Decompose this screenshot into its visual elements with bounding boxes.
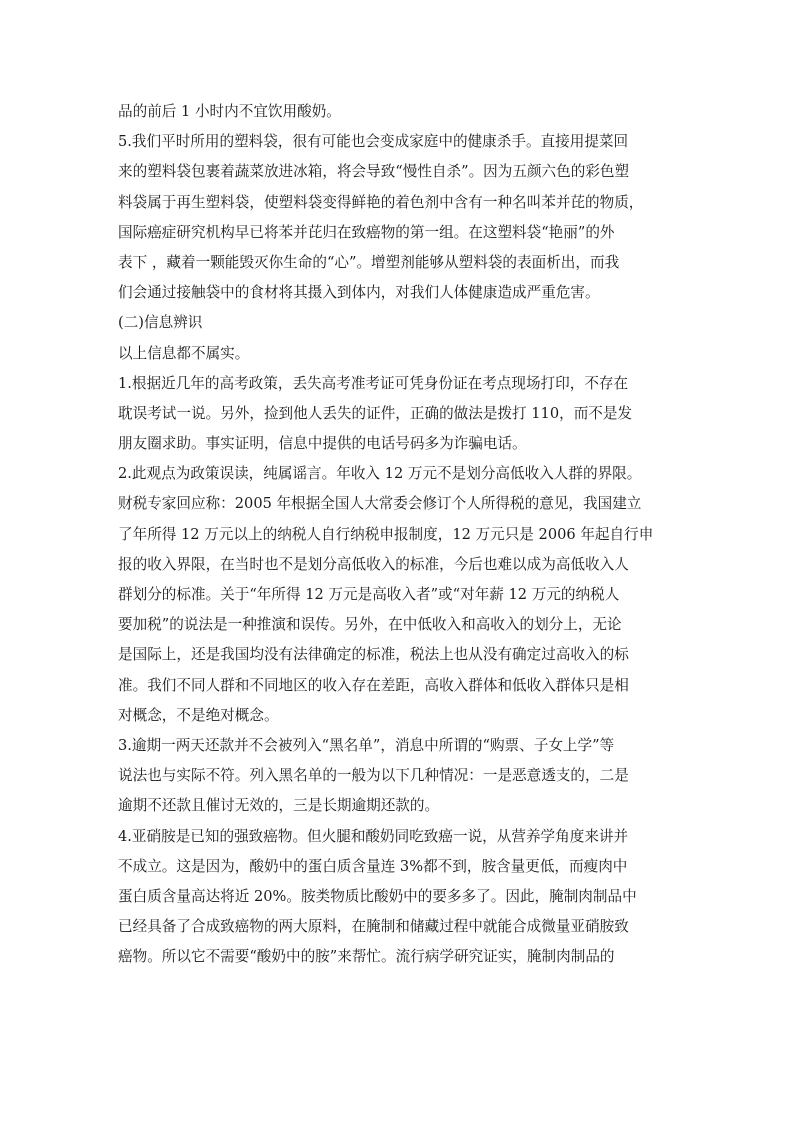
- text-line: 要加税”的说法是一种推演和误传。另外，在中低收入和高收入的划分上，无论: [118, 616, 622, 634]
- text-line: 了年所得 12 万元以上的纳税人自行纳税申报制度，12 万元只是 2006 年起自行申: [118, 525, 654, 543]
- text-line: 料袋属于再生塑料袋，使塑料袋变得鲜艳的着色剂中含有一种名叫苯并芘的物质，: [118, 193, 644, 211]
- text-line: 3.逾期一两天还款并不会被列入“黑名单”，消息中所谓的“购票、子女上学”等: [118, 736, 615, 754]
- text-line: 蛋白质含量高达将近 20%。胺类物质比酸奶中的要多多了。因此，腌制肉制品中: [118, 887, 637, 905]
- text-line: 朋友圈求助。事实证明，信息中提供的电话号码多为诈骗电话。: [118, 435, 527, 453]
- text-line: 表下 ，藏着一颗能毁灭你生命的“心”。增塑剂能够从塑料袋的表面析出，而我: [118, 253, 620, 271]
- text-line: 说法也与实际不符。列入黑名单的一般为以下几种情况：一是恶意透支的，二是: [118, 767, 629, 785]
- text-line: 4.亚硝胺是已知的强致癌物。但火腿和酸奶同吃致癌一说，从营养学角度来讲并: [118, 827, 629, 845]
- text-line: 以上信息都不属实。: [118, 344, 250, 362]
- text-line: 准。我们不同人群和不同地区的收入存在差距，高收入群体和低收入群体只是相: [118, 676, 629, 694]
- text-line: 国际癌症研究机构早已将苯并芘归在致癌物的第一组。在这塑料袋“艳丽”的外: [118, 223, 615, 241]
- text-line: 对概念，不是绝对概念。: [118, 706, 279, 724]
- text-line: 已经具备了合成致癌物的两大原料，在腌制和储藏过程中就能合成微量亚硝胺致: [118, 918, 629, 936]
- text-line: 群划分的标准。关于“年所得 12 万元是高收入者”或“对年薪 12 万元的纳税人: [118, 586, 620, 603]
- text-line: 耽误考试一说。另外，捡到他人丢失的证件，正确的做法是拨打 110，而不是发: [118, 404, 633, 422]
- text-line: 逾期不还款且催讨无效的，三是长期逾期还款的。: [118, 797, 440, 815]
- text-line: 是国际上，还是我国均没有法律确定的标准，税法上也从没有确定过高收入的标: [118, 646, 629, 664]
- text-line: 报的收入界限，在当时也不是划分高低收入的标准，今后也难以成为高低收入人: [118, 555, 629, 573]
- text-line: 不成立。这是因为，酸奶中的蛋白质含量连 3%都不到，胺含量更低，而瘦肉中: [118, 857, 628, 875]
- text-line: 来的塑料袋包裹着蔬菜放进冰箱，将会导致“慢性自杀”。因为五颜六色的彩色塑: [118, 163, 630, 181]
- text-line: 2.此观点为政策误读，纯属谣言。年收入 12 万元不是划分高低收入人群的界限。: [118, 465, 642, 483]
- text-line: 品的前后 1 小时内不宜饮用酸奶。: [118, 103, 341, 120]
- section-heading: (二)信息辨识: [118, 314, 203, 332]
- text-line: 1.根据近几年的高考政策，丢失高考准考证可凭身份证在考点现场打印，不存在: [118, 374, 629, 392]
- text-line: 财税专家回应称：2005 年根据全国人大常委会修订个人所得税的意见，我国建立: [118, 495, 642, 513]
- text-line: 们会通过接触袋中的食材将其摄入到体内，对我们人体健康造成严重危害。: [118, 284, 600, 302]
- document-page: [118, 97, 686, 972]
- text-line: 癌物。所以它不需要“酸奶中的胺”来帮忙。流行病学研究证实，腌制肉制品的: [118, 948, 615, 966]
- text-line: 5.我们平时所用的塑料袋，很有可能也会变成家庭中的健康杀手。直接用提菜回: [118, 133, 629, 151]
